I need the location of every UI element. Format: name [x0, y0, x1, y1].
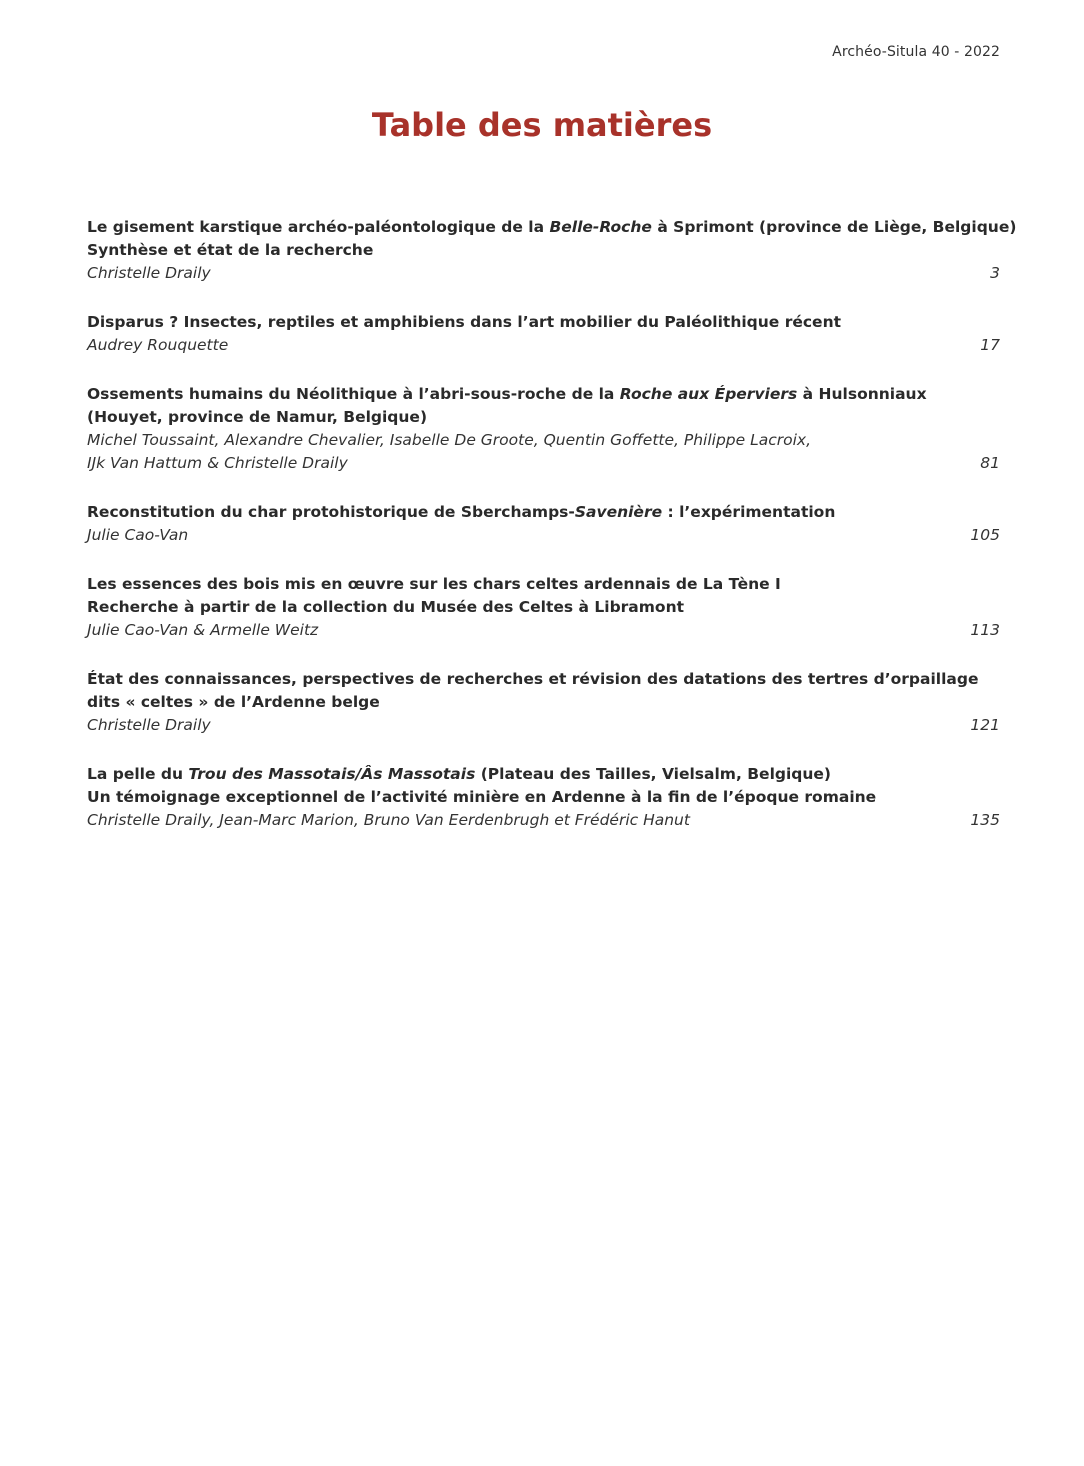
toc-entry — [87, 573, 1000, 642]
entry-authors: Julie Cao-Van & Armelle Weitz — [87, 621, 319, 639]
title-text: : l’expérimentation — [662, 503, 836, 521]
title-text: Le gisement karstique archéo-paléontologique de la — [87, 218, 550, 236]
title-italic-text: Trou des Massotais/Âs Massotais — [188, 765, 476, 783]
title-text: Un témoignage exceptionnel de l’activité minière en Ardenne à la fin de l’époque romaine — [87, 788, 877, 806]
table-of-contents — [87, 216, 1017, 858]
entry-author-row — [87, 452, 1000, 475]
toc-entry — [87, 383, 1000, 475]
toc-entry — [87, 763, 1000, 832]
entry-title-line — [87, 406, 1000, 429]
entry-title-line — [87, 501, 1000, 524]
entry-page-number: 113 — [970, 621, 1000, 639]
title-text: Recherche à partir de la collection du Musée des Celtes à Libramont — [87, 598, 685, 616]
title-italic-text: Belle-Roche — [549, 218, 652, 236]
toc-entry — [87, 501, 1000, 547]
running-header: Archéo-Situla 40 - 2022 — [832, 44, 1000, 60]
title-text: (Houyet, province de Namur, Belgique) — [87, 408, 428, 426]
toc-entry — [87, 311, 1000, 357]
toc-entry — [87, 216, 1017, 285]
entry-author-row — [87, 619, 1000, 642]
entry-authors: Julie Cao-Van — [87, 526, 189, 544]
entry-author-row — [87, 714, 1000, 737]
title-text: Synthèse et état de la recherche — [87, 241, 374, 259]
title-text: dits « celtes » de l’Ardenne belge — [87, 693, 380, 711]
entry-title-line — [87, 668, 1000, 691]
entry-author-row — [87, 262, 1000, 285]
entry-page-number: 121 — [970, 716, 1000, 734]
entry-author-row — [87, 429, 1000, 452]
title-text: (Plateau des Tailles, Vielsalm, Belgique) — [475, 765, 832, 783]
entry-page-number: 17 — [980, 336, 1000, 354]
entry-title-line — [87, 383, 1000, 406]
title-text: Les essences des bois mis en œuvre sur les chars celtes ardennais de La Tène I — [87, 575, 781, 593]
entry-authors: Christelle Draily — [87, 716, 211, 734]
entry-page-number: 105 — [970, 526, 1000, 544]
title-text: Disparus ? Insectes, reptiles et amphibiens dans l’art mobilier du Paléolithique récent — [87, 313, 842, 331]
title-text: État des connaissances, perspectives de recherches et révision des datations des tertres d’orpaillage — [87, 670, 979, 688]
entry-authors: Christelle Draily — [87, 264, 211, 282]
entry-title-line — [87, 786, 1000, 809]
entry-title-line — [87, 763, 1000, 786]
entry-title-line — [87, 239, 1000, 262]
toc-entry — [87, 668, 1000, 737]
entry-authors: IJk Van Hattum & Christelle Draily — [87, 454, 348, 472]
title-text: Reconstitution du char protohistorique de Sberchamps- — [87, 503, 575, 521]
entry-title-line — [87, 596, 1000, 619]
entry-page-number: 135 — [970, 811, 1000, 829]
entry-author-row — [87, 809, 1000, 832]
title-italic-text: Roche aux Éperviers — [619, 385, 798, 403]
entry-authors: Michel Toussaint, Alexandre Chevalier, Isabelle De Groote, Quentin Goffette, Philippe Lacroix, — [87, 431, 812, 449]
entry-page-number: 81 — [980, 454, 1000, 472]
page-title: Table des matières — [371, 106, 713, 144]
entry-page-number: 3 — [990, 264, 1000, 282]
title-text: à Sprimont (province de Liège, Belgique) — [651, 218, 1017, 236]
title-italic-text: Savenière — [574, 503, 663, 521]
entry-author-row — [87, 334, 1000, 357]
entry-authors: Christelle Draily, Jean-Marc Marion, Bruno Van Eerdenbrugh et Frédéric Hanut — [87, 811, 690, 829]
entry-title-line — [87, 216, 1017, 239]
entry-title-line — [87, 311, 1000, 334]
title-text: à Hulsonniaux — [797, 385, 927, 403]
entry-title-line — [87, 691, 1000, 714]
entry-title-line — [87, 573, 1000, 596]
title-text: La pelle du — [87, 765, 189, 783]
title-text: Ossements humains du Néolithique à l’abri-sous-roche de la — [87, 385, 620, 403]
entry-authors: Audrey Rouquette — [87, 336, 229, 354]
entry-author-row — [87, 524, 1000, 547]
